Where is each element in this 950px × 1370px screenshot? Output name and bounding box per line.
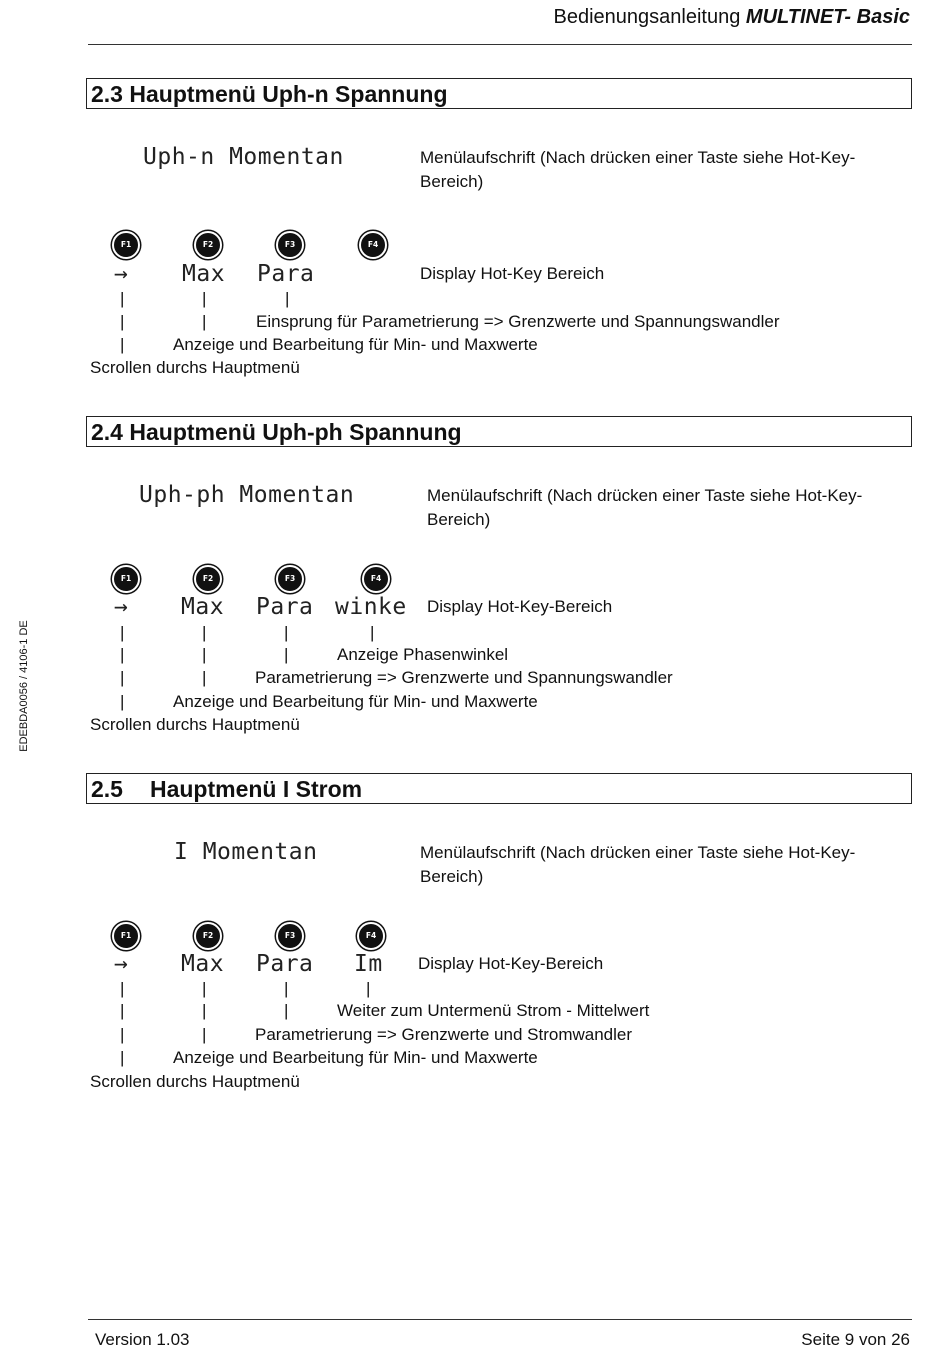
document-code: EDEBDA0056 / 4106-1 DE (18, 620, 30, 752)
hotkey-description: Display Hot-Key-Bereich (418, 954, 604, 973)
section-2-4-header (86, 416, 912, 447)
connector-line: | (202, 1025, 207, 1044)
lcd-menu-title: Uph-n Momentan (143, 144, 344, 170)
connector-line: | (202, 645, 207, 664)
f1-key-icon: F1 (112, 922, 140, 950)
f3-key-icon: F3 (276, 565, 304, 593)
hotkey-max: Max (181, 951, 225, 977)
section-2-5-header (86, 773, 912, 804)
f3-explanation: Einsprung für Parametrierung => Grenzwerte und Spannungswandler (256, 312, 780, 331)
connector-line: | (120, 335, 125, 354)
connector-line: | (285, 289, 290, 308)
f1-explanation: Scrollen durchs Hauptmenü (90, 1072, 300, 1091)
f4-key-icon: F4 (359, 231, 387, 259)
f4-explanation: Anzeige Phasenwinkel (337, 645, 509, 664)
connector-line: | (120, 312, 125, 331)
hotkey-description: Display Hot-Key-Bereich (427, 597, 613, 616)
f2-explanation: Anzeige und Bearbeitung für Min- und Maxwerte (173, 1048, 538, 1067)
footer-version: Version 1.03 (95, 1330, 190, 1349)
section-number: 2.5 (91, 776, 123, 802)
section-2-3-header (86, 78, 912, 109)
connector-line: | (202, 979, 207, 998)
menu-title-description: Menülaufschrift (Nach drücken einer Taste siehe Hot-Key-Bereich) (420, 148, 856, 191)
connector-line: | (120, 645, 125, 664)
section-name: Hauptmenü I Strom (149, 776, 363, 802)
section-title (91, 776, 362, 803)
f1-explanation: Scrollen durchs Hauptmenü (90, 715, 300, 734)
f2-explanation: Anzeige und Bearbeitung für Min- und Maxwerte (173, 692, 538, 711)
hotkey-para: Para (257, 261, 315, 287)
connector-line: | (202, 668, 207, 687)
f3-key-icon: F3 (276, 922, 304, 950)
hotkey-description: Display Hot-Key Bereich (420, 264, 605, 283)
menu-title-description: Menülaufschrift (Nach drücken einer Taste siehe Hot-Key-Bereich) (427, 486, 863, 529)
f1-key-icon: F1 (112, 231, 140, 259)
connector-line: | (120, 623, 125, 642)
hotkey-para: Para (256, 951, 314, 977)
f2-key-icon: F2 (194, 231, 222, 259)
connector-line: | (202, 1001, 207, 1020)
f2-explanation: Anzeige und Bearbeitung für Min- und Maxwerte (173, 335, 538, 354)
f2-key-icon: F2 (194, 565, 222, 593)
hotkey-para: Para (256, 594, 314, 620)
footer-page-number: Seite 9 von 26 (801, 1330, 910, 1349)
hotkey-arrow: → (114, 261, 129, 287)
connector-line: | (202, 289, 207, 308)
f2-key-icon: F2 (194, 922, 222, 950)
hotkey-winkel: winke (335, 594, 407, 620)
f3-key-icon: F3 (276, 231, 304, 259)
lcd-menu-title: I Momentan (174, 839, 318, 865)
connector-line: | (284, 645, 289, 664)
menu-title-description: Menülaufschrift (Nach drücken einer Taste siehe Hot-Key-Bereich) (420, 843, 856, 886)
connector-line: | (120, 289, 125, 308)
f3-explanation: Parametrierung => Grenzwerte und Stromwandler (255, 1025, 633, 1044)
footer-rule (88, 1319, 912, 1320)
connector-line: | (120, 692, 125, 711)
hotkey-arrow: → (114, 951, 129, 977)
f4-explanation: Weiter zum Untermenü Strom - Mittelwert (337, 1001, 650, 1020)
f4-key-icon: F4 (362, 565, 390, 593)
connector-line: | (284, 623, 289, 642)
f1-explanation: Scrollen durchs Hauptmenü (90, 358, 300, 377)
hotkey-max: Max (181, 594, 225, 620)
header-rule (88, 44, 912, 45)
section-title: 2.4 Hauptmenü Uph-ph Spannung (91, 419, 462, 445)
document-header (554, 6, 910, 29)
connector-line: | (370, 623, 375, 642)
f4-key-icon: F4 (357, 922, 385, 950)
header-brand: MULTINET- Basic (745, 6, 910, 28)
section-title: 2.3 Hauptmenü Uph-n Spannung (91, 81, 448, 107)
connector-line: | (202, 312, 207, 331)
connector-line: | (120, 1025, 125, 1044)
hotkey-arrow: → (114, 594, 129, 620)
connector-line: | (120, 1001, 125, 1020)
connector-line: | (120, 668, 125, 687)
f3-explanation: Parametrierung => Grenzwerte und Spannungswandler (255, 668, 673, 687)
connector-line: | (120, 979, 125, 998)
hotkey-max: Max (182, 261, 226, 287)
f1-key-icon: F1 (112, 565, 140, 593)
connector-line: | (284, 979, 289, 998)
header-title: Bedienungsanleitung (553, 6, 741, 28)
lcd-menu-title: Uph-ph Momentan (139, 482, 355, 508)
connector-line: | (120, 1048, 125, 1067)
connector-line: | (366, 979, 371, 998)
connector-line: | (202, 623, 207, 642)
hotkey-im: Im (354, 951, 383, 977)
connector-line: | (284, 1001, 289, 1020)
